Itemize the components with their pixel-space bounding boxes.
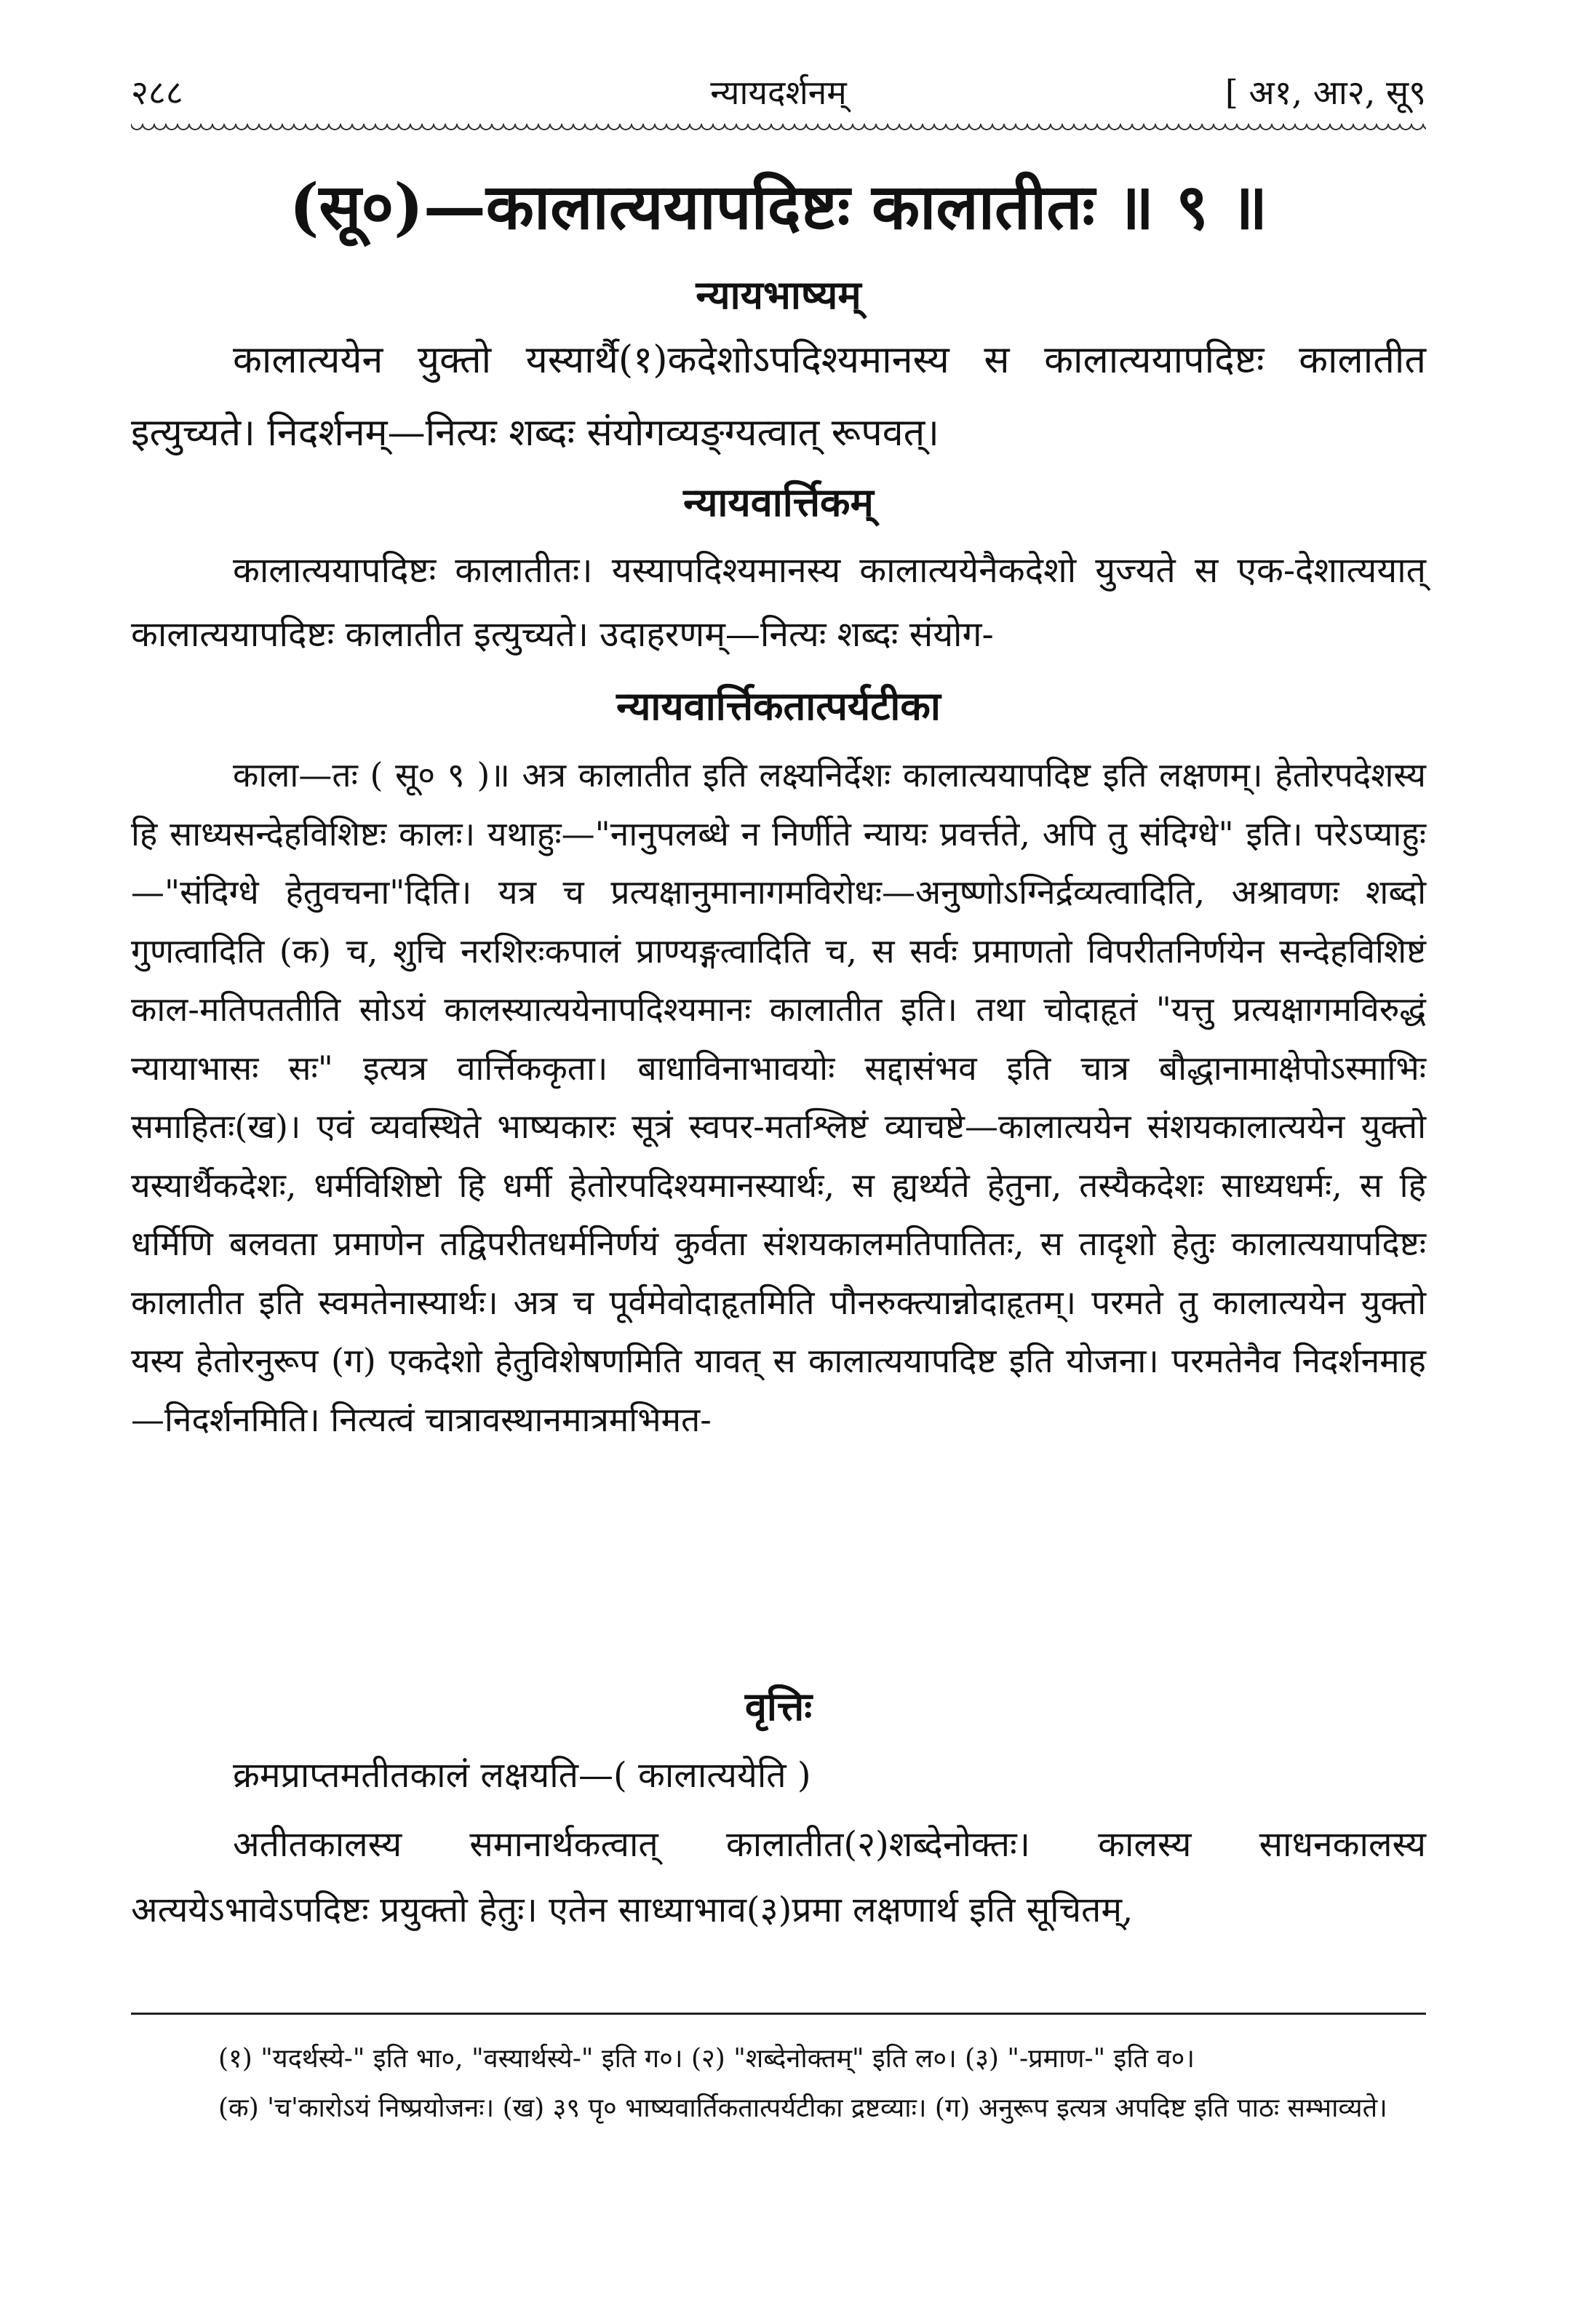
running-title: न्यायदर्शनम्: [710, 73, 847, 112]
vritti-text: अतीतकालस्य समानार्थकत्वात् कालातीत(२)शब्देनोक्तः। कालस्य साधनकालस्य अत्ययेऽभावेऽपदिष्टः प्रयुक्तो हेतुः। एतेन साध्याभाव(३)प्रमा लक्षणार्थ इति सूचितम्,: [131, 1824, 1426, 1930]
sutra-heading: (सू०)—कालात्ययापदिष्टः कालातीतः ॥ ९ ॥: [289, 170, 1268, 244]
vartika-heading: न्यायवार्त्तिकम्: [683, 479, 874, 525]
bhasya-text: कालात्ययेन युक्तो यस्यार्थै(१)कदेशोऽपदिश्यमानस्य स कालात्ययापदिष्टः कालातीत इत्युच्यते। निदर्शनम्—नित्यः शब्दः संयोगव्यङ्ग्यत्वात् रूपवत्।: [131, 338, 1426, 455]
footnote-lettered: (क) 'च'कारोऽयं निष्प्रयोजनः। (ख) ३९ पृ० भाष्यवार्तिकतात्पर्यटीका द्रष्टव्याः। (ग) अनुरूप इत्यत्र अपदिष्ट इति पाठः सम्भाव्यते।: [218, 2093, 1387, 2123]
page-number: २८८: [131, 73, 183, 112]
footnotes: [131, 2037, 1426, 2136]
vartika-text: कालात्ययापदिष्टः कालातीतः। यस्यापदिश्यमानस्य कालात्ययेनैकदेशो युज्यते स एक-देशात्ययात् कालात्ययापदिष्टः कालातीत इत्युच्यते। उदाहरणम्—नित्यः शब्दः संयोग-: [131, 550, 1426, 655]
tika-heading: न्यायवार्त्तिकतात्पर्यटीका: [616, 683, 941, 729]
vritti-heading: वृत्तिः: [744, 1683, 813, 1730]
section-reference: [ अ१, आ२, सू९: [1224, 73, 1426, 112]
vritti-intro: क्रमप्राप्तमतीतकालं लक्षयति—( कालात्ययेति ): [233, 1755, 811, 1796]
running-head: [131, 67, 1426, 118]
wavy-divider: [131, 124, 1426, 135]
footnote-rule: [131, 2013, 1426, 2015]
tika-text: काला—तः ( सू० ९ )॥ अत्र कालातीत इति लक्ष्यनिर्देशः कालात्ययापदिष्ट इति लक्षणम्। हेतोरपदेशस्य हि साध्यसन्देहविशिष्टः कालः। यथाहुः—"नानुपलब्धे न निर्णीते न्यायः प्रवर्त्तते, अपि तु संदिग्धे" इति। परेऽप्याहुः—"संदिग्धे हेतुवचना"दिति। यत्र च प्रत्यक्षानुमानागमविरोधः—अनुष्णोऽग्निर्द्रव्यत्वादिति, अश्रावणः शब्दो गुणत्वादिति (क) च, शुचि नरशिरःकपालं प्राण्यङ्गत्वादिति च, स सर्वः प्रमाणतो विपरीतनिर्णयेन सन्देहविशिष्टं काल-मतिपततीति सोऽयं कालस्यात्ययेनापदिश्यमानः कालातीत इति। तथा चोदाहृतं "यत्तु प्रत्यक्षागमविरुद्धं न्यायाभासः सः" इत्यत्र वार्त्तिककृता। बाधाविनाभावयोः सद्दासंभव इति चात्र बौद्धानामाक्षेपोऽस्माभिः समाहितः(ख)। एवं व्यवस्थिते भाष्यकारः सूत्रं स्वपर-मतश्लिष्टं व्याचष्टे—कालात्ययेन संशयकालात्ययेन युक्तो यस्यार्थैकदेशः, धर्मविशिष्टो हि धर्मी हेतोरपदिश्यमानस्यार्थः, स ह्यर्थ्यते हेतुना, तस्यैकदेशः साध्यधर्मः, स हि धर्मिणि बलवता प्रमाणेन तद्विपरीतधर्मनिर्णयं कुर्वता संशयकालमतिपातितः, स तादृशो हेतुः कालात्ययापदिष्टः कालातीत इति स्वमतेनास्यार्थः। अत्र च पूर्वमेवोदाहृतमिति पौनरुक्त्यान्नोदाहृतम्। परमते तु कालात्ययेन युक्तो यस्य हेतोरनुरूप (ग) एकदेशो हेतुविशेषणमिति यावत् स कालात्ययापदिष्ट इति योजना। परमतेनैव निदर्शनमाह—निदर्शनमिति। नित्यत्वं चात्रावस्थानमात्रमभिमत-: [131, 755, 1426, 1439]
footnote-numbered: (१) "यदर्थस्ये-" इति भा०, "वस्यार्थस्ये-" इति ग०। (२) "शब्देनोक्तम्" इति ल०। (३) "-प्रमाण-" इति व०।: [218, 2044, 1195, 2074]
bhasya-heading: न्यायभाष्यम्: [696, 271, 861, 318]
